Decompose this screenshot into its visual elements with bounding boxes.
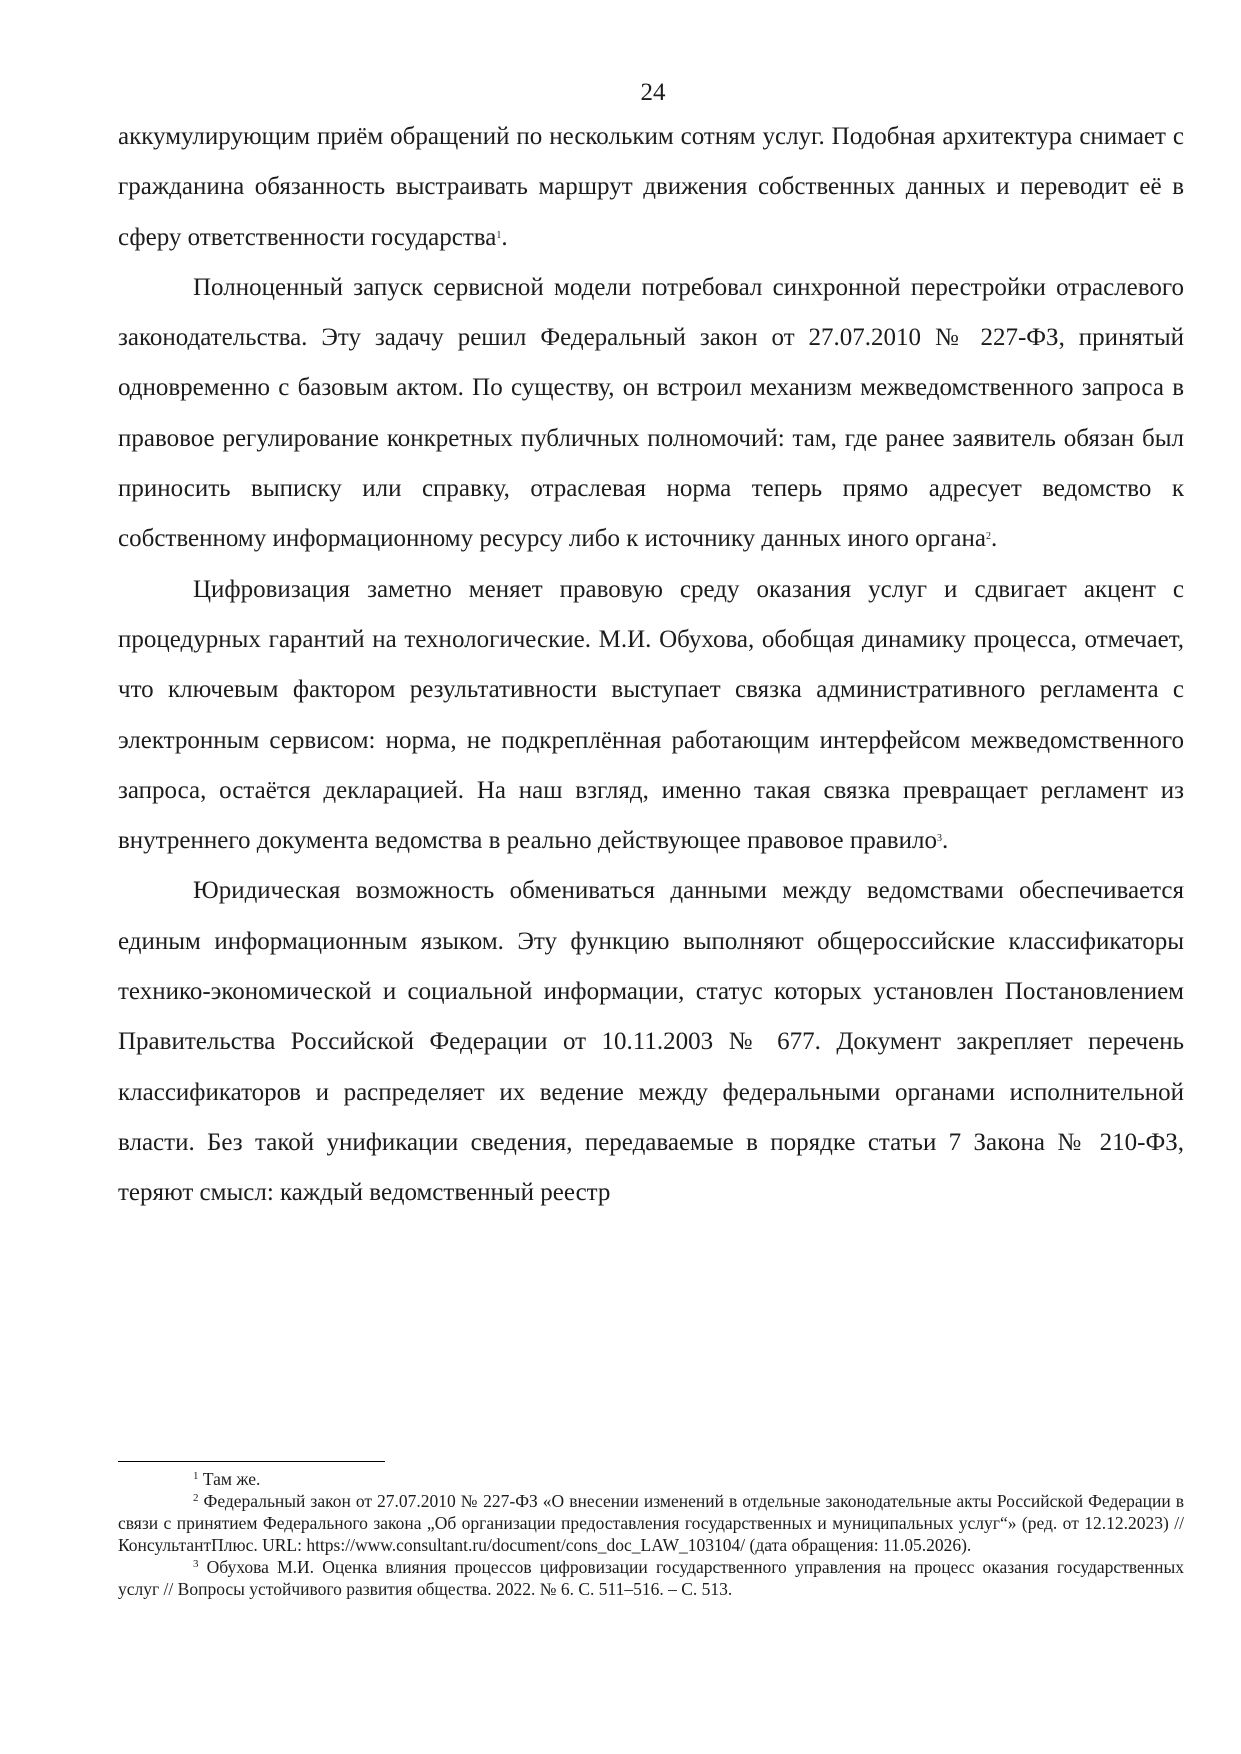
footnote-ref[interactable]: 3 [936, 833, 942, 845]
footnote-separator [118, 1461, 385, 1462]
footnote-text: Там же. [202, 1469, 261, 1489]
footnote [118, 1556, 1184, 1600]
paragraph-tail: . [941, 827, 949, 855]
paragraph-tail: . [990, 525, 998, 553]
footnotes [118, 1468, 1184, 1600]
page-number: 24 [640, 79, 666, 106]
body-text [118, 112, 1184, 1219]
footnote [118, 1490, 1184, 1556]
paragraph [118, 263, 1184, 565]
paragraph-continuation [118, 112, 1184, 263]
paragraph-text: Полноценный запуск сервисной модели потребовал синхронной перестройки отраслевого законодательства. Эту задачу решил Федеральный закон от 27.07.2010 № 227-ФЗ, принятый одновременно с базовым актом. По существу, он встроил механизм межведомственного запроса в правовое регулирование конкретных публичных полномочий: там, где ранее заявитель обязан был приносить выписку или справку, отраслевая норма теперь прямо адресует ведомство к собственному информационному ресурсу либо к источнику данных иного органа [118, 273, 1184, 553]
footnote-number: 2 [193, 1492, 199, 1504]
paragraph-text: Цифровизация заметно меняет правовую среду оказания услуг и сдвигает акцент с процедурных гарантий на технологические. М.И. Обухова, обобщая динамику процесса, отмечает, что ключевым фактором результативности выступает связка административного регламента с электронным сервисом: норма, не подкреплённая работающим интерфейсом межведомственного запроса, остаётся декларацией. На наш взгляд, именно такая связка превращает регламент из внутреннего документа ведомства в реально действующее правовое правило [118, 575, 1184, 855]
paragraph-text: Юридическая возможность обмениваться данными между ведомствами обеспечивается единым информационным языком. Эту функцию выполняют общероссийские классификаторы технико-экономической и социальной информации, статус которых установлен Постановлением Правительства Российской Федерации от 10.11.2003 № 677. Документ закрепляет перечень классификаторов и распределяет их ведение между федеральными органами исполнительной власти. Без такой унификации сведения, передаваемые в порядке статьи 7 Закона № 210-ФЗ, теряют смысл: каждый ведомственный реестр [118, 877, 1184, 1207]
paragraph-text: аккумулирующим приём обращений по нескольким сотням услуг. Подобная архитектура снимает с гражданина обязанность выстраивать маршрут движения собственных данных и переводит её в сферу ответственности государства [118, 123, 1184, 251]
footnote-number: 3 [193, 1558, 199, 1570]
paragraph-tail: . [501, 223, 508, 251]
footnote-text: Обухова М.И. Оценка влияния процессов цифровизации государственного управления на процесс оказания государственных услуг // Вопросы устойчивого развития общества. 2022. № 6. С. 511–516. – С. 513. [118, 1557, 1185, 1599]
footnote-number: 1 [193, 1470, 199, 1482]
paragraph [118, 866, 1184, 1218]
footnote [118, 1468, 1184, 1490]
footnote-ref[interactable]: 1 [496, 229, 502, 241]
footnote-ref[interactable]: 2 [985, 531, 991, 543]
footnote-text: Федеральный закон от 27.07.2010 № 227-ФЗ «О внесении изменений в отдельные законодательные акты Российской Федерации в связи с принятием Федерального закона „Об организации предоставления государственных и муниципальных услуг“» (ред. от 12.12.2023) // КонсультантПлюс. URL: https://www.consultant.ru/document/cons_doc_LAW_103104/ (дата обращения: 11.05.2026). [118, 1491, 1185, 1555]
paragraph [118, 565, 1184, 867]
